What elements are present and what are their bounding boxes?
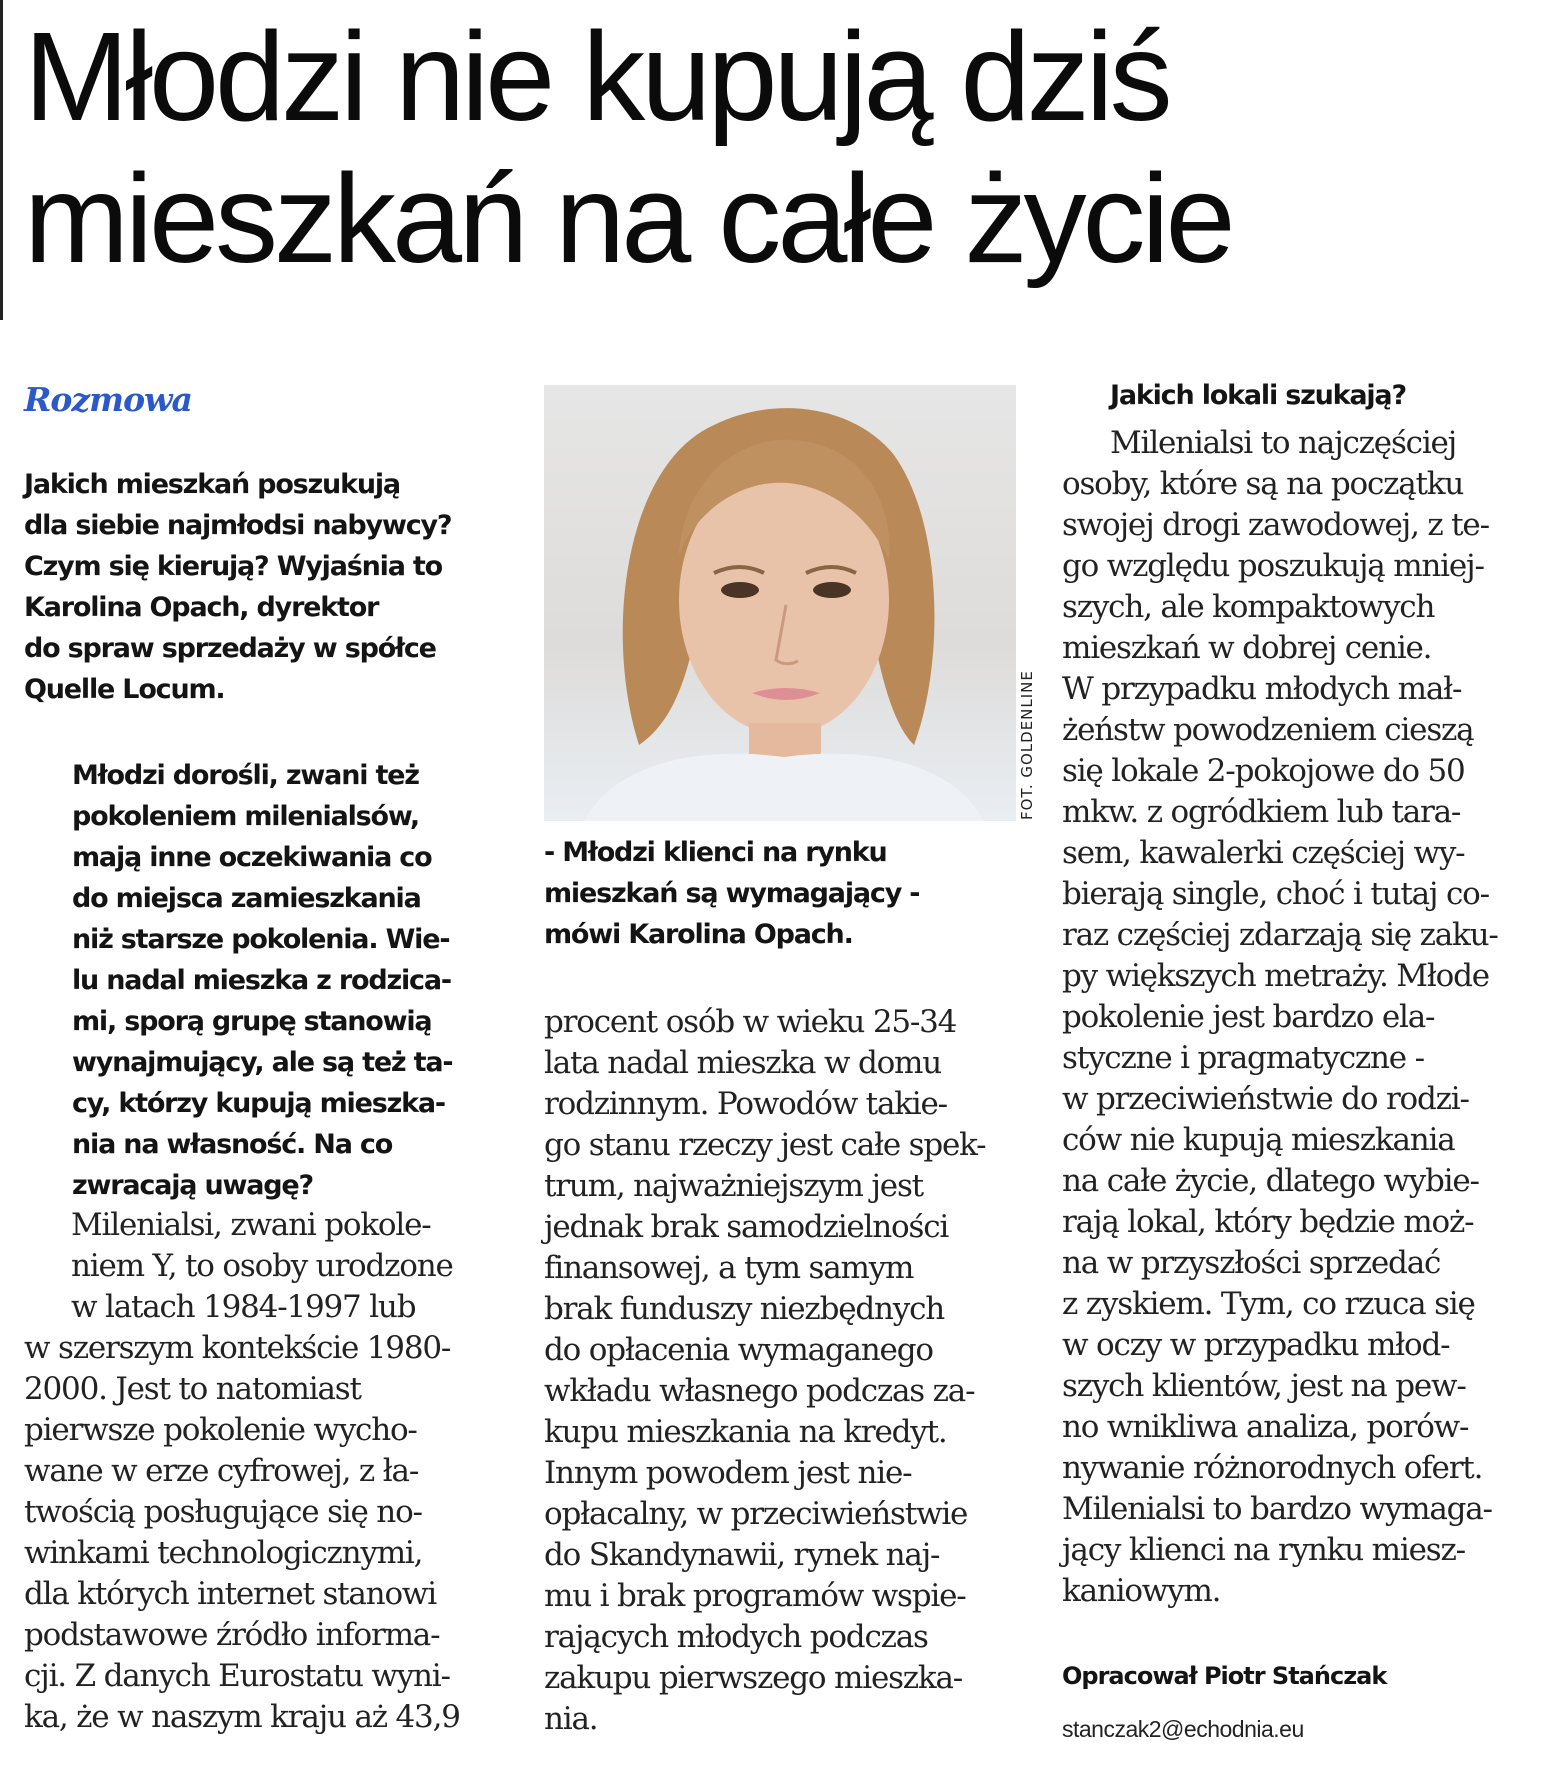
text-line: finansowej, a tym samym xyxy=(544,1250,914,1286)
text-line: trum, najważniejszym jest xyxy=(544,1168,923,1204)
text-line: w latach 1984-1997 lub xyxy=(71,1289,416,1325)
photo-caption xyxy=(544,832,1024,955)
text-line: opłacalny, w przeciwieństwie xyxy=(544,1496,968,1532)
column-2-text xyxy=(544,1002,1024,1740)
text-line: kaniowym. xyxy=(1062,1573,1221,1609)
text-line: jący klienci na rynku miesz- xyxy=(1062,1532,1465,1568)
text-line: do Skandynawii, rynek naj- xyxy=(544,1537,940,1573)
headline-line-2: mieszkań na całe życie xyxy=(24,148,1232,289)
text-line: rodzinnym. Powodów takie- xyxy=(544,1086,947,1122)
column-1-answer xyxy=(24,1205,494,1738)
text-line: raz częściej zdarzają się zaku- xyxy=(1062,917,1498,953)
text-line: Innym powodem jest nie- xyxy=(544,1455,912,1491)
question-line: mają inne oczekiwania co xyxy=(72,842,432,873)
lead-line: Jakich mieszkań poszukują xyxy=(24,469,400,500)
text-line: go względu poszukują mniej- xyxy=(1062,548,1484,584)
text-line: mkw. z ogródkiem lub tara- xyxy=(1062,794,1461,830)
text-line: pokolenie jest bardzo ela- xyxy=(1062,999,1435,1035)
lead-paragraph xyxy=(24,464,524,710)
lead-line: do spraw sprzedaży w spółce xyxy=(24,633,436,664)
text-line: py większych metraży. Młode xyxy=(1062,958,1489,994)
text-line: lata nadal mieszka w domu xyxy=(544,1045,942,1081)
question-line: lu nadal mieszka z rodzica- xyxy=(72,965,451,996)
left-border-rule xyxy=(0,0,3,320)
question-line: niż starsze pokolenia. Wie- xyxy=(72,924,450,955)
text-line: w przeciwieństwie do rodzi- xyxy=(1062,1081,1469,1117)
text-line: twością posługujące się no- xyxy=(24,1494,422,1530)
text-line: mieszkań w dobrej cenie. xyxy=(1062,630,1432,666)
interview-question xyxy=(72,755,512,1206)
text-line: ców nie kupują mieszkania xyxy=(1062,1122,1455,1158)
text-line: podstawowe źródło informa- xyxy=(24,1617,440,1653)
caption-line: mówi Karolina Opach. xyxy=(544,919,853,950)
text-line: wane w erze cyfrowej, z ła- xyxy=(24,1453,419,1489)
text-line: Milenialsi, zwani pokole- xyxy=(71,1207,431,1243)
text-line: z zyskiem. Tym, co rzuca się xyxy=(1062,1286,1475,1322)
portrait-photo xyxy=(544,385,1016,821)
text-line: Milenialsi to bardzo wymaga- xyxy=(1062,1491,1492,1527)
text-line: nywanie różnorodnych ofert. xyxy=(1062,1450,1483,1486)
text-line: zakupu pierwszego mieszka- xyxy=(544,1660,963,1696)
text-line: wkładu własnego podczas za- xyxy=(544,1373,975,1409)
article-headline xyxy=(24,6,1524,290)
text-line: kupu mieszkania na kredyt. xyxy=(544,1414,947,1450)
text-line: szych, ale kompaktowych xyxy=(1062,589,1435,625)
text-line: procent osób w wieku 25-34 xyxy=(544,1004,957,1040)
text-line: na całe życie, dlatego wybie- xyxy=(1062,1163,1479,1199)
text-line: winkami technologicznymi, xyxy=(24,1535,423,1571)
question-line: Młodzi dorośli, zwani też xyxy=(72,760,419,791)
text-line: się lokale 2-pokojowe do 50 xyxy=(1062,753,1465,789)
text-line: styczne i pragmatyczne - xyxy=(1062,1040,1424,1076)
caption-line: mieszkań są wymagający - xyxy=(544,878,920,909)
text-line: brak funduszy niezbędnych xyxy=(544,1291,945,1327)
text-line: rających młodych podczas xyxy=(544,1619,928,1655)
text-line: w oczy w przypadku młod- xyxy=(1062,1327,1450,1363)
question-line: wynajmujący, ale są też ta- xyxy=(72,1047,453,1078)
text-line: mu i brak programów wspie- xyxy=(544,1578,966,1614)
caption-line: - Młodzi klienci na rynku xyxy=(544,837,887,868)
question-line: do miejsca zamieszkania xyxy=(72,883,421,914)
text-line: go stanu rzeczy jest całe spek- xyxy=(544,1127,986,1163)
text-line: sem, kawalerki częściej wy- xyxy=(1062,835,1465,871)
author-email: stanczak2@echodnia.eu xyxy=(1062,1716,1304,1742)
text-line: no wnikliwa analiza, porów- xyxy=(1062,1409,1469,1445)
text-line: niem Y, to osoby urodzone xyxy=(71,1248,453,1284)
lead-line: Czym się kierują? Wyjaśnia to xyxy=(24,551,442,582)
text-line: dla których internet stanowi xyxy=(24,1576,436,1612)
portrait-illustration xyxy=(544,385,1016,821)
lead-line: dla siebie najmłodsi nabywcy? xyxy=(24,510,452,541)
text-line: ka, że w naszym kraju aż 43,9 xyxy=(24,1699,460,1735)
text-line: na w przyszłości sprzedać xyxy=(1062,1245,1441,1281)
lead-line: Quelle Locum. xyxy=(24,674,225,705)
question-line: nia na własność. Na co xyxy=(72,1129,393,1160)
text-line: do opłacenia wymaganego xyxy=(544,1332,933,1368)
text-line: bierają single, choć i tutaj co- xyxy=(1062,876,1489,912)
section-label: Rozmowa xyxy=(24,380,192,419)
text-line: swojej drogi zawodowej, z te- xyxy=(1062,507,1489,543)
lead-line: Karolina Opach, dyrektor xyxy=(24,592,379,623)
question-line: mi, sporą grupę stanowią xyxy=(72,1006,432,1037)
text-line: osoby, które są na początku xyxy=(1062,466,1464,502)
author-byline: Opracował Piotr Stańczak xyxy=(1062,1662,1387,1690)
headline-line-1: Młodzi nie kupują dziś xyxy=(24,6,1169,147)
text-line: cji. Z danych Eurostatu wyni- xyxy=(24,1658,450,1694)
column-3-text xyxy=(1062,423,1532,1612)
text-line: rają lokal, który będzie moż- xyxy=(1062,1204,1474,1240)
text-line: Milenialsi to najczęściej xyxy=(1110,425,1457,461)
text-line: szych klientów, jest na pew- xyxy=(1062,1368,1466,1404)
text-line: pierwsze pokolenie wycho- xyxy=(24,1412,417,1448)
text-line: 2000. Jest to natomiast xyxy=(24,1371,361,1407)
photo-credit: FOT. GOLDENLINE xyxy=(1018,670,1036,820)
question-line: pokoleniem milenialsów, xyxy=(72,801,419,832)
text-line: jednak brak samodzielności xyxy=(544,1209,949,1245)
text-line: żeństw powodzeniem cieszą xyxy=(1062,712,1474,748)
text-line: W przypadku młodych mał- xyxy=(1062,671,1462,707)
question-line: cy, którzy kupują mieszka- xyxy=(72,1088,445,1119)
section-subhead: Jakich lokali szukają? xyxy=(1110,380,1406,411)
text-line: w szerszym kontekście 1980- xyxy=(24,1330,451,1366)
question-line: zwracają uwagę? xyxy=(72,1170,313,1201)
text-line: nia. xyxy=(544,1701,598,1737)
